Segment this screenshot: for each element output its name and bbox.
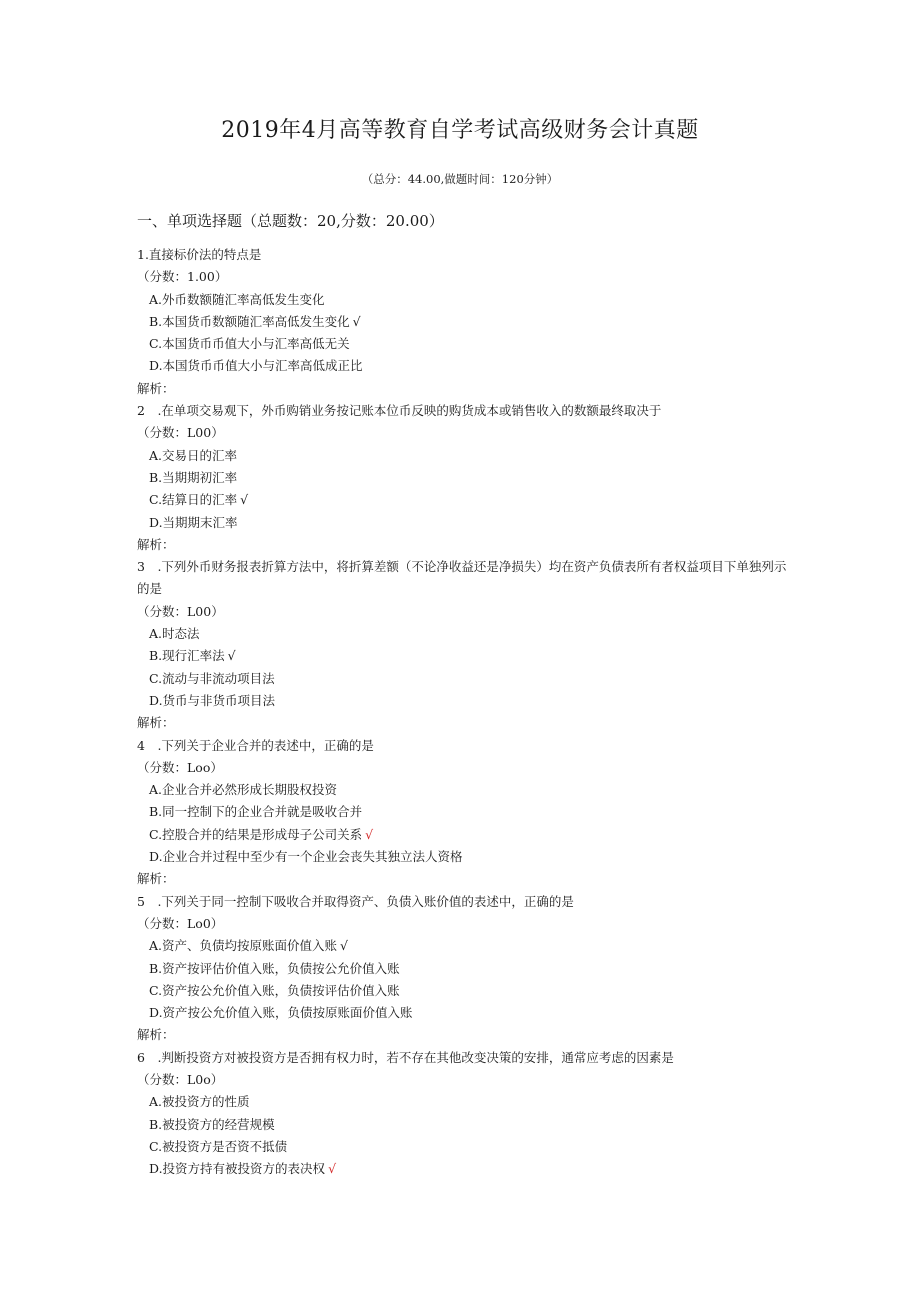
question-block — [137, 735, 797, 891]
answer-option — [137, 355, 797, 377]
question-score: （分数：L00） — [137, 425, 224, 441]
analysis-label: 解析： — [137, 715, 175, 731]
option-text: D.当期期末汇率 — [149, 514, 238, 530]
option-text: B.被投资方的经营规模 — [149, 1116, 275, 1132]
answer-option — [137, 311, 797, 333]
answer-option — [137, 690, 797, 712]
option-text: D.本国货币币值大小与汇率高低成正比 — [149, 358, 363, 374]
answer-option — [137, 289, 797, 311]
answer-option — [137, 958, 797, 980]
option-text: C.控股合并的结果是形成母子公司关系 — [149, 826, 363, 842]
answer-option — [137, 980, 797, 1002]
answer-option — [137, 1136, 797, 1158]
correct-check-icon: √ — [352, 313, 361, 329]
answer-option — [137, 1091, 797, 1113]
option-text: C.资产按公允价值入账，负债按评估价值入账 — [149, 982, 400, 998]
question-stem: 5 .下列关于同一控制下吸收合并取得资产、负债入账价值的表述中，正确的是 — [137, 893, 574, 909]
answer-option — [137, 467, 797, 489]
exam-title: 2019年4月高等教育自学考试高级财务会计真题 — [221, 118, 699, 143]
question-score: （分数：Lo0） — [137, 915, 224, 931]
answer-option — [137, 512, 797, 534]
analysis-label: 解析： — [137, 380, 175, 396]
question-score: （分数：Loo） — [137, 759, 223, 775]
question-score: （分数：1.00） — [137, 269, 228, 285]
answer-option — [137, 668, 797, 690]
correct-check-icon: √ — [328, 1161, 337, 1177]
option-text: B.同一控制下的企业合并就是吸收合并 — [149, 804, 363, 820]
option-text: D.货币与非货币项目法 — [149, 692, 276, 708]
option-text: C.被投资方是否资不抵债 — [149, 1138, 288, 1154]
question-stem: 4 .下列关于企业合并的表述中，正确的是 — [137, 737, 374, 753]
option-text: D.企业合并过程中至少有一个企业会丧失其独立法人资格 — [149, 849, 463, 865]
question-stem: 2 .在单项交易观下，外币购销业务按记账本位币反映的购货成本或销售收入的数额最终取决于 — [137, 403, 662, 419]
answer-option — [137, 645, 797, 667]
analysis-label: 解析： — [137, 1027, 175, 1043]
answer-option — [137, 1158, 797, 1180]
correct-check-icon: √ — [365, 826, 374, 842]
exam-meta: （总分：44.00,做题时间：120分钟） — [361, 172, 559, 186]
answer-option — [137, 824, 797, 846]
question-stem: 6 .判断投资方对被投资方是否拥有权力时，若不存在其他改变决策的安排，通常应考虑的因素是 — [137, 1049, 674, 1065]
question-stem: 3 .下列外币财务报表折算方法中，将折算差额（不论净收益还是净损失）均在资产负债表所有者权益项目下单独列示的是 — [137, 559, 787, 597]
answer-option — [137, 1114, 797, 1136]
option-text: A.资产、负债均按原账面价值入账 — [149, 938, 338, 954]
analysis-label: 解析： — [137, 871, 175, 887]
option-text: C.流动与非流动项目法 — [149, 670, 275, 686]
correct-check-icon: √ — [340, 938, 348, 954]
question-score: （分数：L00） — [137, 603, 224, 619]
option-text: B.现行汇率法 — [149, 648, 225, 664]
option-text: A.外币数额随汇率高低发生变化 — [149, 291, 325, 307]
option-text: C.结算日的汇率 — [149, 492, 238, 508]
answer-option — [137, 445, 797, 467]
answer-option — [137, 779, 797, 801]
option-text: C.本国货币币值大小与汇率高低无关 — [149, 336, 350, 352]
question-block — [137, 400, 797, 556]
question-block — [137, 556, 797, 734]
option-text: B.本国货币数额随汇率高低发生变化 — [149, 313, 350, 329]
question-block — [137, 891, 797, 1047]
question-block — [137, 244, 797, 400]
option-text: A.企业合并必然形成长期股权投资 — [149, 782, 338, 798]
correct-check-icon: √ — [227, 648, 236, 664]
answer-option — [137, 623, 797, 645]
option-text: A.交易日的汇率 — [149, 447, 238, 463]
answer-option — [137, 846, 797, 868]
answer-option — [137, 489, 797, 511]
correct-check-icon: √ — [240, 492, 249, 508]
option-text: D.投资方持有被投资方的表决权 — [149, 1161, 326, 1177]
option-text: B.资产按评估价值入账，负债按公允价值入账 — [149, 960, 400, 976]
option-text: A.被投资方的性质 — [149, 1094, 250, 1110]
analysis-label: 解析： — [137, 536, 175, 552]
question-stem: 1.直接标价法的特点是 — [137, 247, 262, 262]
question-score: （分数：L0o） — [137, 1071, 224, 1087]
option-text: D.资产按公允价值入账，负债按原账面价值入账 — [149, 1005, 413, 1021]
option-text: B.当期期初汇率 — [149, 469, 238, 485]
answer-option — [137, 1002, 797, 1024]
answer-option — [137, 935, 797, 957]
question-block — [137, 1047, 797, 1181]
answer-option — [137, 801, 797, 823]
answer-option — [137, 333, 797, 355]
section-heading: 一、单项选择题（总题数：20,分数：20.00） — [137, 212, 444, 230]
option-text: A.时态法 — [149, 626, 200, 642]
question-list — [137, 244, 797, 1180]
